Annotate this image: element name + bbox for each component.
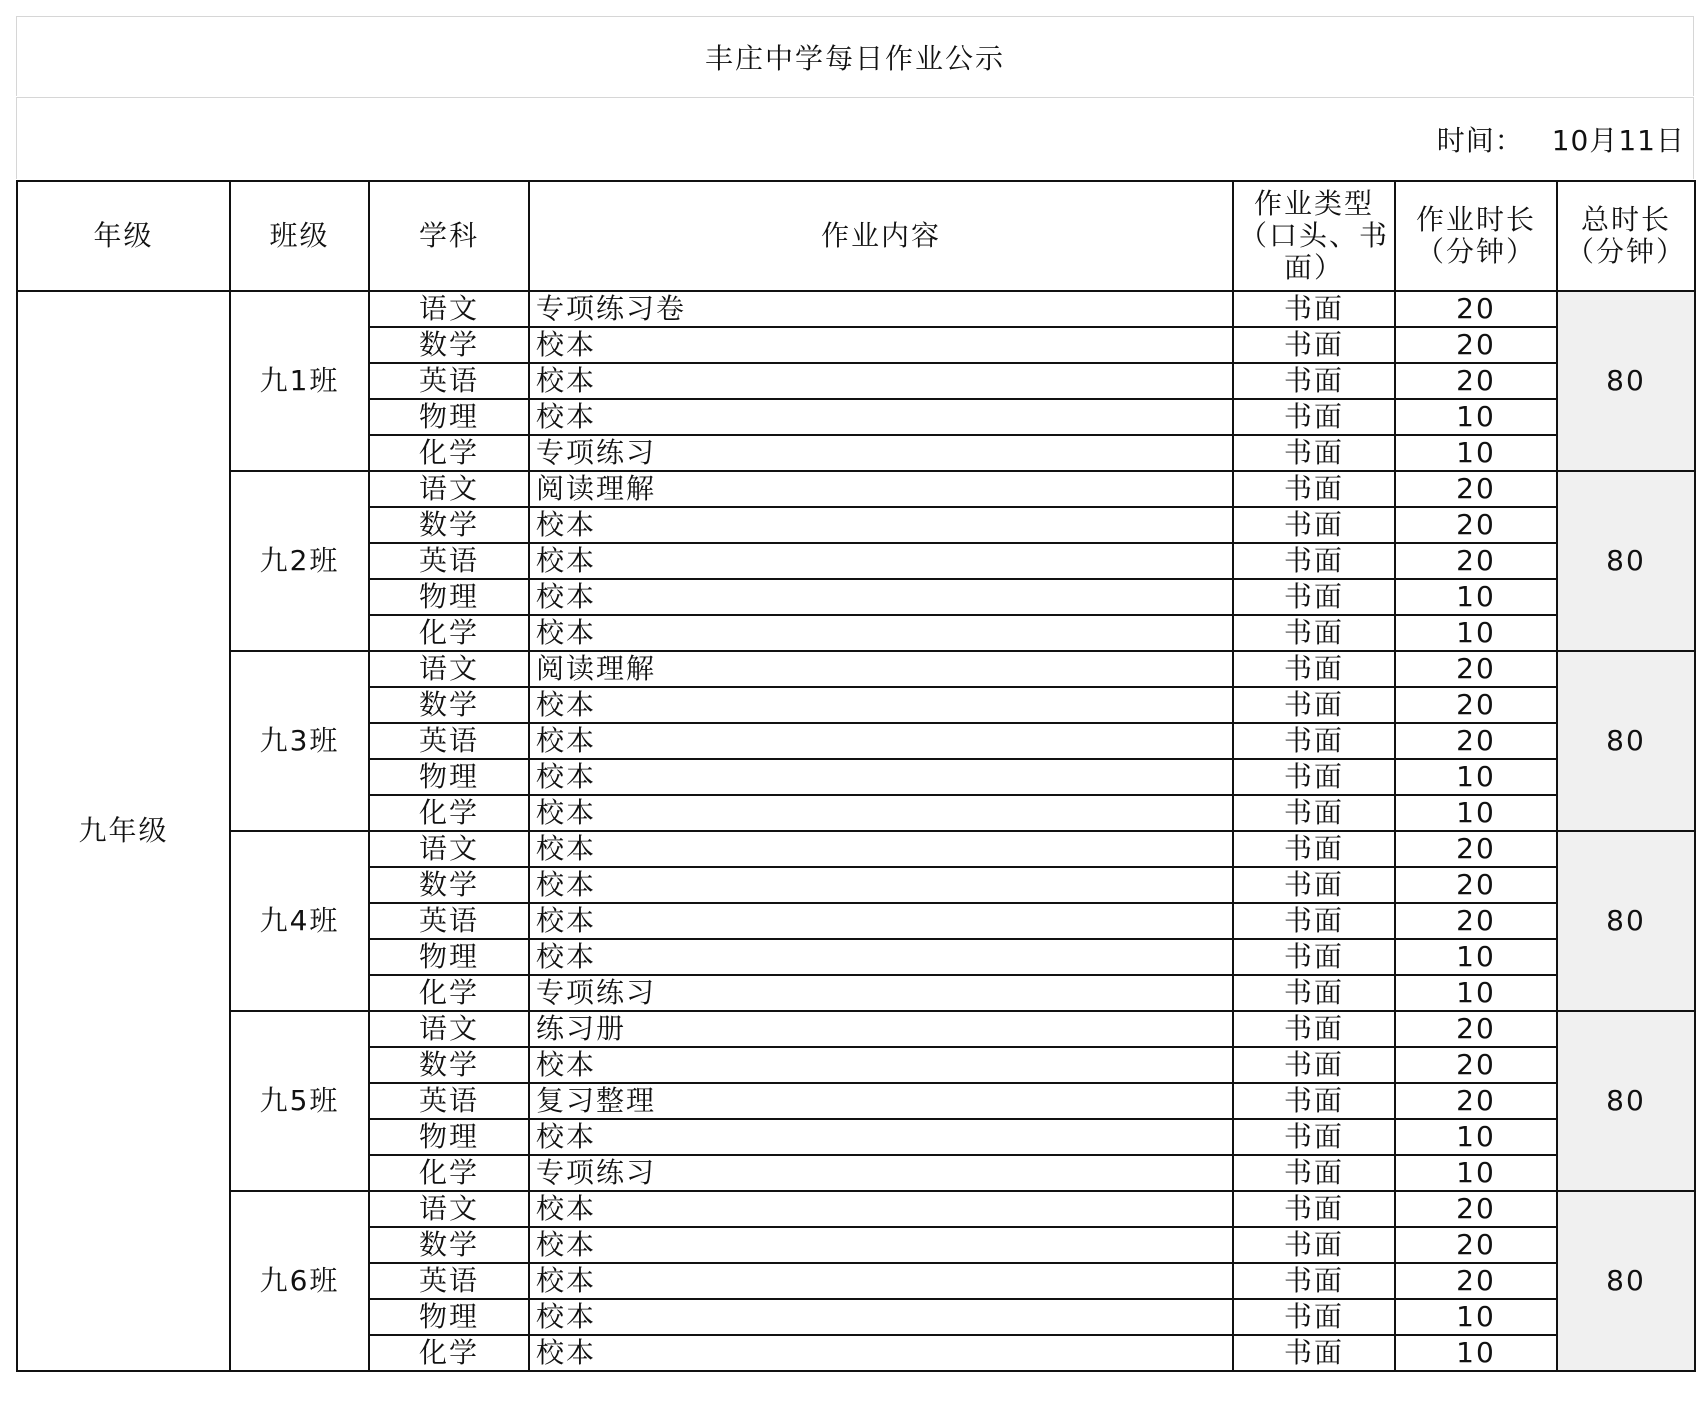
subject-cell: 英语 [369, 543, 529, 579]
duration-cell: 10 [1395, 759, 1557, 795]
content-cell: 阅读理解 [529, 651, 1233, 687]
subject-cell: 物理 [369, 1119, 529, 1155]
type-cell: 书面 [1233, 327, 1395, 363]
subject-cell: 英语 [369, 1083, 529, 1119]
duration-cell: 20 [1395, 471, 1557, 507]
subject-cell: 物理 [369, 399, 529, 435]
duration-cell: 20 [1395, 903, 1557, 939]
subject-cell: 数学 [369, 1047, 529, 1083]
content-cell: 校本 [529, 1299, 1233, 1335]
total-cell: 80 [1557, 291, 1695, 471]
content-cell: 校本 [529, 903, 1233, 939]
content-cell: 专项练习 [529, 435, 1233, 471]
duration-cell: 10 [1395, 1335, 1557, 1371]
page-title: 丰庄中学每日作业公示 [16, 16, 1694, 96]
content-cell: 校本 [529, 1119, 1233, 1155]
subject-cell: 化学 [369, 975, 529, 1011]
duration-cell: 10 [1395, 435, 1557, 471]
total-cell: 80 [1557, 1191, 1695, 1371]
type-cell: 书面 [1233, 291, 1395, 327]
duration-cell: 20 [1395, 1191, 1557, 1227]
total-cell: 80 [1557, 831, 1695, 1011]
header-grade: 年级 [17, 181, 230, 291]
date-line [16, 97, 1694, 179]
subject-cell: 物理 [369, 939, 529, 975]
type-cell: 书面 [1233, 795, 1395, 831]
content-cell: 校本 [529, 1047, 1233, 1083]
duration-cell: 10 [1395, 1119, 1557, 1155]
subject-cell: 数学 [369, 507, 529, 543]
duration-cell: 10 [1395, 975, 1557, 1011]
duration-cell: 10 [1395, 399, 1557, 435]
duration-cell: 20 [1395, 543, 1557, 579]
type-cell: 书面 [1233, 543, 1395, 579]
type-cell: 书面 [1233, 939, 1395, 975]
duration-cell: 20 [1395, 831, 1557, 867]
content-cell: 专项练习卷 [529, 291, 1233, 327]
subject-cell: 物理 [369, 1299, 529, 1335]
type-cell: 书面 [1233, 1227, 1395, 1263]
duration-cell: 20 [1395, 687, 1557, 723]
header-class: 班级 [230, 181, 369, 291]
duration-cell: 20 [1395, 1263, 1557, 1299]
subject-cell: 英语 [369, 1263, 529, 1299]
date-label: 时间： [1436, 123, 1524, 157]
table-row [17, 471, 1695, 507]
subject-cell: 语文 [369, 1191, 529, 1227]
duration-cell: 10 [1395, 1299, 1557, 1335]
content-cell: 校本 [529, 543, 1233, 579]
type-cell: 书面 [1233, 399, 1395, 435]
type-cell: 书面 [1233, 615, 1395, 651]
subject-cell: 数学 [369, 327, 529, 363]
type-cell: 书面 [1233, 1263, 1395, 1299]
content-cell: 专项练习 [529, 975, 1233, 1011]
class-cell: 九3班 [230, 651, 369, 831]
header-type: 作业类型（口头、书面） [1233, 181, 1395, 291]
table-row [17, 1191, 1695, 1227]
duration-cell: 20 [1395, 1083, 1557, 1119]
type-cell: 书面 [1233, 1083, 1395, 1119]
header-duration: 作业时长（分钟） [1395, 181, 1557, 291]
content-cell: 阅读理解 [529, 471, 1233, 507]
subject-cell: 语文 [369, 1011, 529, 1047]
subject-cell: 数学 [369, 867, 529, 903]
table-row [17, 1011, 1695, 1047]
subject-cell: 化学 [369, 1155, 529, 1191]
header-content: 作业内容 [529, 181, 1233, 291]
duration-cell: 20 [1395, 1011, 1557, 1047]
table-header-row [17, 181, 1695, 291]
subject-cell: 英语 [369, 903, 529, 939]
type-cell: 书面 [1233, 507, 1395, 543]
duration-cell: 10 [1395, 939, 1557, 975]
subject-cell: 语文 [369, 651, 529, 687]
subject-cell: 数学 [369, 687, 529, 723]
duration-cell: 20 [1395, 867, 1557, 903]
type-cell: 书面 [1233, 651, 1395, 687]
content-cell: 练习册 [529, 1011, 1233, 1047]
header-total: 总时长（分钟） [1557, 181, 1695, 291]
grade-cell: 九年级 [17, 291, 230, 1371]
class-cell: 九4班 [230, 831, 369, 1011]
homework-table [16, 180, 1696, 1372]
subject-cell: 物理 [369, 579, 529, 615]
content-cell: 校本 [529, 1263, 1233, 1299]
duration-cell: 20 [1395, 363, 1557, 399]
table-body [17, 291, 1695, 1371]
class-cell: 九2班 [230, 471, 369, 651]
content-cell: 复习整理 [529, 1083, 1233, 1119]
subject-cell: 英语 [369, 723, 529, 759]
content-cell: 校本 [529, 831, 1233, 867]
duration-cell: 20 [1395, 507, 1557, 543]
subject-cell: 化学 [369, 615, 529, 651]
content-cell: 校本 [529, 1335, 1233, 1371]
content-cell: 校本 [529, 579, 1233, 615]
type-cell: 书面 [1233, 1047, 1395, 1083]
content-cell: 校本 [529, 723, 1233, 759]
class-cell: 九5班 [230, 1011, 369, 1191]
content-cell: 校本 [529, 687, 1233, 723]
type-cell: 书面 [1233, 867, 1395, 903]
type-cell: 书面 [1233, 1155, 1395, 1191]
total-cell: 80 [1557, 1011, 1695, 1191]
type-cell: 书面 [1233, 1191, 1395, 1227]
duration-cell: 20 [1395, 327, 1557, 363]
duration-cell: 10 [1395, 1155, 1557, 1191]
type-cell: 书面 [1233, 471, 1395, 507]
content-cell: 校本 [529, 795, 1233, 831]
duration-cell: 20 [1395, 291, 1557, 327]
duration-cell: 20 [1395, 651, 1557, 687]
subject-cell: 语文 [369, 291, 529, 327]
total-cell: 80 [1557, 651, 1695, 831]
content-cell: 校本 [529, 1227, 1233, 1263]
subject-cell: 化学 [369, 795, 529, 831]
duration-cell: 20 [1395, 1227, 1557, 1263]
type-cell: 书面 [1233, 975, 1395, 1011]
type-cell: 书面 [1233, 1119, 1395, 1155]
duration-cell: 10 [1395, 615, 1557, 651]
type-cell: 书面 [1233, 1335, 1395, 1371]
type-cell: 书面 [1233, 759, 1395, 795]
subject-cell: 化学 [369, 435, 529, 471]
content-cell: 校本 [529, 327, 1233, 363]
content-cell: 校本 [529, 363, 1233, 399]
subject-cell: 数学 [369, 1227, 529, 1263]
table-row [17, 831, 1695, 867]
total-cell: 80 [1557, 471, 1695, 651]
duration-cell: 10 [1395, 795, 1557, 831]
table-row [17, 291, 1695, 327]
class-cell: 九6班 [230, 1191, 369, 1371]
type-cell: 书面 [1233, 435, 1395, 471]
type-cell: 书面 [1233, 1011, 1395, 1047]
duration-cell: 10 [1395, 579, 1557, 615]
content-cell: 校本 [529, 939, 1233, 975]
subject-cell: 语文 [369, 831, 529, 867]
duration-cell: 20 [1395, 723, 1557, 759]
type-cell: 书面 [1233, 903, 1395, 939]
subject-cell: 英语 [369, 363, 529, 399]
table-row [17, 651, 1695, 687]
content-cell: 校本 [529, 759, 1233, 795]
content-cell: 校本 [529, 867, 1233, 903]
duration-cell: 20 [1395, 1047, 1557, 1083]
type-cell: 书面 [1233, 579, 1395, 615]
content-cell: 校本 [529, 507, 1233, 543]
class-cell: 九1班 [230, 291, 369, 471]
type-cell: 书面 [1233, 1299, 1395, 1335]
type-cell: 书面 [1233, 687, 1395, 723]
content-cell: 校本 [529, 399, 1233, 435]
type-cell: 书面 [1233, 831, 1395, 867]
subject-cell: 语文 [369, 471, 529, 507]
type-cell: 书面 [1233, 723, 1395, 759]
type-cell: 书面 [1233, 363, 1395, 399]
subject-cell: 物理 [369, 759, 529, 795]
content-cell: 校本 [529, 615, 1233, 651]
content-cell: 校本 [529, 1191, 1233, 1227]
header-subject: 学科 [369, 181, 529, 291]
date-value: 10月11日 [1551, 123, 1685, 157]
content-cell: 专项练习 [529, 1155, 1233, 1191]
subject-cell: 化学 [369, 1335, 529, 1371]
